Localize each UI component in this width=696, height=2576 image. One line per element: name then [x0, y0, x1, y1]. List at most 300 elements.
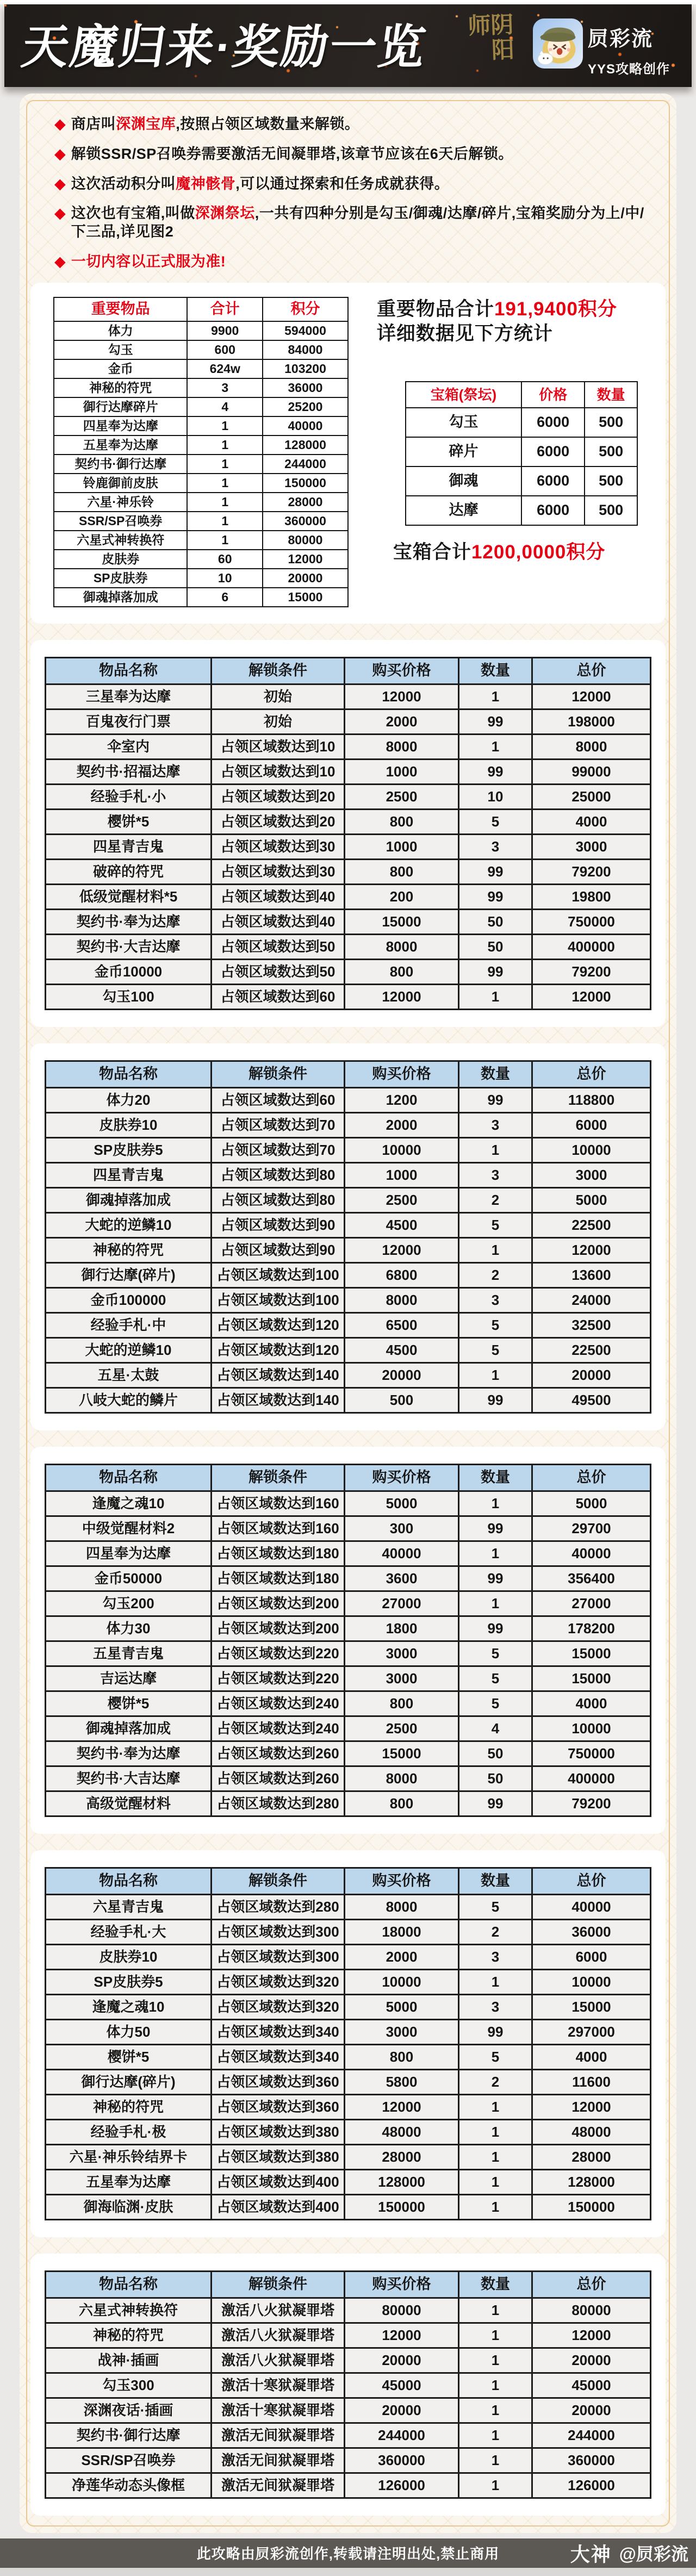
- shop-cell: 契约书·招福达摩: [46, 759, 212, 784]
- shop-cell: 占领区域数达到280: [212, 1791, 345, 1816]
- important-table-row: [54, 512, 348, 531]
- important-table-row: [54, 474, 348, 493]
- shop-cell: 五星·太鼓: [46, 1362, 212, 1387]
- shop-cell: 占领区域数达到40: [212, 909, 345, 934]
- shop-cell: 占领区域数达到400: [212, 2169, 345, 2194]
- important-table-row: [54, 359, 348, 378]
- shop-row: [46, 709, 651, 734]
- shop-cell: 50: [459, 934, 532, 959]
- shop-cell: 占领区域数达到340: [212, 2019, 345, 2044]
- shop-cell: 占领区域数达到340: [212, 2044, 345, 2069]
- shop-cell: 10000: [532, 1969, 651, 1994]
- shop-row: [46, 1237, 651, 1262]
- shop-row: [46, 2323, 651, 2348]
- important-table-cell: 20000: [263, 569, 348, 588]
- shop-cell: 3000: [532, 834, 651, 859]
- note-item: [54, 175, 645, 194]
- important-table-cell: 244000: [263, 455, 348, 474]
- shop-cell: 99: [459, 2019, 532, 2044]
- shop-cell: 占领区域数达到70: [212, 1137, 345, 1162]
- creator-subtitle: YYS攻略创作: [587, 62, 670, 77]
- shop-cell: 12000: [532, 2094, 651, 2119]
- shop-header-cell: 购买价格: [345, 1061, 459, 1087]
- shop-cell: 占领区域数达到30: [212, 834, 345, 859]
- shop-cell: 2: [459, 2069, 532, 2094]
- important-table-row: [54, 378, 348, 397]
- chest-total-value: 1200,0000积分: [471, 541, 606, 563]
- shop-cell: 800: [345, 959, 459, 984]
- footer-bar: [0, 2538, 696, 2568]
- shop-row: [46, 959, 651, 984]
- shop-row: [46, 2473, 651, 2498]
- shop-cell: 3000: [345, 1641, 459, 1666]
- important-table-cell: 6: [187, 588, 263, 607]
- important-table-cell: 36000: [263, 378, 348, 397]
- shop-cell: 勾玉300: [46, 2373, 212, 2398]
- chest-table-cell: 500: [585, 437, 637, 466]
- important-table-row: [54, 588, 348, 607]
- note-text: [71, 253, 226, 271]
- shop-row: [46, 1894, 651, 1919]
- shop-cell: 244000: [532, 2423, 651, 2448]
- shop-cell: 128000: [532, 2169, 651, 2194]
- shop-cell: 2: [459, 1919, 532, 1944]
- shop-cell: 3: [459, 834, 532, 859]
- shop-cell: 99: [459, 1791, 532, 1816]
- shop-cell: 五星青吉鬼: [46, 1641, 212, 1666]
- shop-cell: 占领区域数达到280: [212, 1894, 345, 1919]
- note-segment: ,一共有四种分别是勾玉/御魂/达摩/碎片,宝箱奖励分为上/中/下三品,详见图2: [71, 205, 644, 240]
- shop-cell: SSR/SP召唤券: [46, 2448, 212, 2473]
- shop-row: [46, 859, 651, 884]
- shop-cell: 御魂掉落加成: [46, 1716, 212, 1741]
- shop-cell: 2: [459, 1262, 532, 1287]
- shop-cell: 1: [459, 1362, 532, 1387]
- shop-header-cell: 数量: [459, 1464, 532, 1491]
- shop-cell: 99: [459, 1387, 532, 1413]
- shop-cell: 占领区域数达到70: [212, 1112, 345, 1137]
- shop-cell: 15000: [532, 1994, 651, 2019]
- shop-row: [46, 2044, 651, 2069]
- shop-cell: 400000: [532, 934, 651, 959]
- shop-cell: 四星青吉鬼: [46, 1162, 212, 1187]
- shop-row: [46, 1087, 651, 1112]
- important-table-cell: 594000: [263, 321, 348, 340]
- shop-row: [46, 1516, 651, 1541]
- important-table-row: [54, 435, 348, 455]
- shop-row: [46, 1741, 651, 1766]
- shop-cell: 1000: [345, 834, 459, 859]
- shop-cell: 32500: [532, 1312, 651, 1337]
- shop-row: [46, 1616, 651, 1641]
- shop-cell: 占领区域数达到160: [212, 1516, 345, 1541]
- shop-cell: 契约书·奉为达摩: [46, 909, 212, 934]
- shop-cell: 1200: [345, 1087, 459, 1112]
- important-table-row: [54, 569, 348, 588]
- shop-cell: 2500: [345, 1187, 459, 1212]
- creator-avatar: [533, 18, 583, 69]
- shop-row: [46, 934, 651, 959]
- shop-cell: 占领区域数达到180: [212, 1566, 345, 1591]
- shop-cell: 800: [345, 859, 459, 884]
- important-items-table: [53, 297, 349, 607]
- dashen-brand-logo: 大神: [570, 2543, 612, 2565]
- shop-cell: 占领区域数达到360: [212, 2069, 345, 2094]
- creator-name: 屃彩流: [587, 28, 653, 51]
- important-table-cell: 60: [187, 550, 263, 569]
- top-white-strip: [0, 0, 696, 4]
- shop-cell: 5: [459, 1666, 532, 1691]
- shop-cell: 297000: [532, 2019, 651, 2044]
- shop-cell: 12000: [345, 984, 459, 1009]
- note-segment: 一切内容以正式服为准!: [71, 253, 226, 270]
- chest-table-cell: 500: [585, 408, 637, 437]
- shop-cell: 1: [459, 1969, 532, 1994]
- yys-calligraphy-logo: 阴阳师: [464, 12, 514, 64]
- shop-cell: 激活无间狱凝罪塔: [212, 2423, 345, 2448]
- shop-cell: 占领区域数达到60: [212, 1087, 345, 1112]
- important-table-cell: 神秘的符咒: [54, 378, 187, 397]
- shop-cell: 24000: [532, 1287, 651, 1312]
- shop-cell: 占领区域数达到260: [212, 1766, 345, 1791]
- important-table-cell: 84000: [263, 340, 348, 359]
- shop-cell: 占领区域数达到20: [212, 809, 345, 834]
- shop-cell: 28000: [532, 2144, 651, 2169]
- shop-cell: 3: [459, 1287, 532, 1312]
- important-table-cell: 12000: [263, 550, 348, 569]
- important-table-cell: 1: [187, 416, 263, 435]
- shop-cell: 金币100000: [46, 1287, 212, 1312]
- shop-cell: 48000: [345, 2119, 459, 2144]
- shop-header-cell: 数量: [459, 2271, 532, 2298]
- shop-cell: 激活十寒狱凝罪塔: [212, 2398, 345, 2423]
- shop-cell: 逢魔之魂10: [46, 1491, 212, 1516]
- shop-header-cell: 数量: [459, 1061, 532, 1087]
- shop-cell: 占领区域数达到160: [212, 1491, 345, 1516]
- shop-cell: SP皮肤券5: [46, 1969, 212, 1994]
- shop-table-body: [46, 1087, 651, 1413]
- shop-cell: 大蛇的逆鳞10: [46, 1337, 212, 1362]
- important-table-row: [54, 340, 348, 359]
- shop-cell: 1: [459, 2398, 532, 2423]
- shop-header-row: [46, 1464, 651, 1491]
- shop-row: [46, 1766, 651, 1791]
- shop-cell: 99: [459, 859, 532, 884]
- shop-cell: 99: [459, 1566, 532, 1591]
- shop-row: [46, 1994, 651, 2019]
- shop-cell: 5: [459, 1894, 532, 1919]
- shop-cell: 激活十寒狱凝罪塔: [212, 2373, 345, 2398]
- chest-table: [405, 381, 638, 526]
- important-table-cell: 1: [187, 455, 263, 474]
- diamond-bullet-icon: ◆: [54, 116, 66, 132]
- important-table-cell: 9900: [187, 321, 263, 340]
- shop-cell: 99: [459, 1616, 532, 1641]
- important-table-row: [54, 416, 348, 435]
- content-panel: [20, 94, 676, 2533]
- shop-cell: 激活八火狱凝罪塔: [212, 2323, 345, 2348]
- note-segment: 深渊祭坛: [195, 205, 255, 222]
- important-table-cell: 150000: [263, 474, 348, 493]
- shop-row: [46, 2194, 651, 2219]
- title-banner: [4, 4, 692, 87]
- shop-table-head: [46, 1868, 651, 1894]
- shop-cell: 80000: [345, 2298, 459, 2323]
- shop-cell: 15000: [532, 1641, 651, 1666]
- chest-table-row: [406, 466, 637, 496]
- shop-header-cell: 物品名称: [46, 2271, 212, 2298]
- shop-row: [46, 1162, 651, 1187]
- shop-cell: 占领区域数达到10: [212, 759, 345, 784]
- shop-cell: 1: [459, 2423, 532, 2448]
- shop-row: [46, 834, 651, 859]
- note-segment: 商店叫: [71, 116, 116, 132]
- shop-table-head: [46, 2271, 651, 2298]
- diamond-bullet-icon: ◆: [54, 145, 66, 162]
- shop-table-body: [46, 2298, 651, 2498]
- summary-section: [30, 283, 666, 624]
- shop-row: [46, 1919, 651, 1944]
- note-text: [71, 145, 513, 164]
- shop-cell: 契约书·大吉达摩: [46, 1766, 212, 1791]
- shop-cell: 19800: [532, 884, 651, 909]
- shop-cell: 12000: [532, 984, 651, 1009]
- shop-cell: 5: [459, 1641, 532, 1666]
- shop-cell: 1: [459, 2169, 532, 2194]
- shop-cell: 2: [459, 1187, 532, 1212]
- shop-row: [46, 1112, 651, 1137]
- shop-row: [46, 1716, 651, 1741]
- shop-cell: 20000: [345, 1362, 459, 1387]
- shop-cell: SP皮肤券5: [46, 1137, 212, 1162]
- shop-cell: 1: [459, 684, 532, 709]
- shop-cell: 3000: [532, 1162, 651, 1187]
- shop-cell: 大蛇的逆鳞10: [46, 1212, 212, 1237]
- shop-cell: 神秘的符咒: [46, 1237, 212, 1262]
- chest-table-row: [406, 408, 637, 437]
- shop-header-row: [46, 657, 651, 684]
- shop-header-cell: 解锁条件: [212, 1464, 345, 1491]
- shop-cell: 5: [459, 1212, 532, 1237]
- chest-table-cell: 500: [585, 496, 637, 525]
- shop-cell: 11600: [532, 2069, 651, 2094]
- shop-cell: 占领区域数达到120: [212, 1337, 345, 1362]
- shop-row: [46, 1337, 651, 1362]
- shop-header-cell: 购买价格: [345, 1868, 459, 1894]
- shop-cell: 40000: [532, 1894, 651, 1919]
- shop-cell: 800: [345, 1791, 459, 1816]
- important-table-cell: 金币: [54, 359, 187, 378]
- shop-cell: 1: [459, 2119, 532, 2144]
- shop-cell: 占领区域数达到50: [212, 959, 345, 984]
- shop-row: [46, 2019, 651, 2044]
- shop-cell: 118800: [532, 1087, 651, 1112]
- shop-row: [46, 1137, 651, 1162]
- shop-row: [46, 1312, 651, 1337]
- shop-cell: 深渊夜话·插画: [46, 2398, 212, 2423]
- shop-cell: 12000: [345, 1237, 459, 1262]
- shop-header-cell: 解锁条件: [212, 2271, 345, 2298]
- important-table-row: [54, 493, 348, 512]
- shop-cell: 800: [345, 1691, 459, 1716]
- shop-cell: 占领区域数达到380: [212, 2144, 345, 2169]
- shop-cell: 750000: [532, 1741, 651, 1766]
- shop-cell: 三星奉为达摩: [46, 684, 212, 709]
- shop-cell: 4000: [532, 809, 651, 834]
- shop-cell: 12000: [532, 2323, 651, 2348]
- shop-cell: 八岐大蛇的鳞片: [46, 1387, 212, 1413]
- shop-cell: 50: [459, 1766, 532, 1791]
- shop-cell: 5: [459, 2044, 532, 2069]
- shop-row: [46, 1262, 651, 1287]
- shop-cell: 126000: [532, 2473, 651, 2498]
- summary-column: [377, 297, 666, 607]
- shop-cell: 79200: [532, 1791, 651, 1816]
- shop-cell: 20000: [532, 1362, 651, 1387]
- shop-cell: 2000: [345, 1944, 459, 1969]
- shop-cell: 1: [459, 2094, 532, 2119]
- shop-cell: 15000: [345, 1741, 459, 1766]
- shop-header-cell: 物品名称: [46, 1868, 212, 1894]
- shop-row: [46, 2348, 651, 2373]
- shop-row: [46, 2373, 651, 2398]
- shop-header-cell: 物品名称: [46, 1061, 212, 1087]
- notes-list: [54, 115, 645, 271]
- note-segment: 这次也有宝箱,叫做: [71, 205, 195, 222]
- important-table-cell: 御行达摩碎片: [54, 397, 187, 416]
- shop-cell: 99: [459, 959, 532, 984]
- shop-cell: 5: [459, 1337, 532, 1362]
- important-table-row: [54, 455, 348, 474]
- shop-table-body: [46, 1491, 651, 1816]
- shop-row: [46, 1187, 651, 1212]
- shop-cell: 2000: [345, 709, 459, 734]
- shop-cell: 49500: [532, 1387, 651, 1413]
- shop-cell: 2000: [345, 1112, 459, 1137]
- shop-cell: 10000: [345, 1969, 459, 1994]
- shop-cell: 5000: [532, 1187, 651, 1212]
- shop-cell: 占领区域数达到320: [212, 1994, 345, 2019]
- shop-header-cell: 数量: [459, 657, 532, 684]
- shop-cell: 四星奉为达摩: [46, 1541, 212, 1566]
- shop-row: [46, 809, 651, 834]
- shop-header-cell: 总价: [532, 657, 651, 684]
- shop-header-cell: 物品名称: [46, 1464, 212, 1491]
- shop-cell: 22500: [532, 1212, 651, 1237]
- important-total-value: 191,9400积分: [494, 298, 617, 320]
- note-segment: ,可以通过探索和任务成就获得。: [235, 175, 450, 192]
- shop-row: [46, 1566, 651, 1591]
- shop-cell: 1: [459, 2348, 532, 2373]
- shop-cell: 128000: [345, 2169, 459, 2194]
- shop-header-cell: 购买价格: [345, 657, 459, 684]
- diamond-bullet-icon: ◆: [54, 253, 66, 270]
- shop-cell: 2500: [345, 784, 459, 809]
- important-table-header-cell: 重要物品: [54, 297, 187, 321]
- shop-row: [46, 1944, 651, 1969]
- shop-cell: 10000: [345, 1137, 459, 1162]
- shop-row: [46, 2448, 651, 2473]
- shop-cell: 10000: [532, 1716, 651, 1741]
- shop-cell: 皮肤券10: [46, 1112, 212, 1137]
- shop-table-head: [46, 657, 651, 684]
- shop-header-cell: 解锁条件: [212, 1868, 345, 1894]
- shop-cell: 800: [345, 809, 459, 834]
- shop-cell: 8000: [345, 1894, 459, 1919]
- shop-cell: 1800: [345, 1616, 459, 1641]
- shop-cell: 3000: [345, 1666, 459, 1691]
- shop-cell: 破碎的符咒: [46, 859, 212, 884]
- shop-row: [46, 2069, 651, 2094]
- important-table-cell: 10: [187, 569, 263, 588]
- shop-cell: 六星式神转换符: [46, 2298, 212, 2323]
- shop-cell: 占领区域数达到60: [212, 984, 345, 1009]
- shop-cell: 5800: [345, 2069, 459, 2094]
- shop-row: [46, 734, 651, 759]
- shop-row: [46, 909, 651, 934]
- shop-row: [46, 1969, 651, 1994]
- shop-cell: 御行达摩(碎片): [46, 1262, 212, 1287]
- shop-cell: 樱饼*5: [46, 1691, 212, 1716]
- shop-cell: 5: [459, 1691, 532, 1716]
- shop-cell: 80000: [532, 2298, 651, 2323]
- important-table-cell: 体力: [54, 321, 187, 340]
- footer-notice: 此攻略由屃彩流创作,转载请注明出处,禁止商用: [196, 2546, 500, 2562]
- important-table-cell: 360000: [263, 512, 348, 531]
- shop-cell: 356400: [532, 1566, 651, 1591]
- shop-cell: 40000: [532, 1541, 651, 1566]
- shop-cell: 1: [459, 1591, 532, 1616]
- shop-cell: 198000: [532, 709, 651, 734]
- important-table-row: [54, 550, 348, 569]
- shop-cell: 200: [345, 884, 459, 909]
- shop-cell: 6500: [345, 1312, 459, 1337]
- shop-header-cell: 数量: [459, 1868, 532, 1894]
- important-table-row: [54, 321, 348, 340]
- shop-cell: 99: [459, 759, 532, 784]
- page-title: 天魔归来·奖励一览: [18, 21, 431, 74]
- shop-cell: 25000: [532, 784, 651, 809]
- shop-cell: 占领区域数达到180: [212, 1541, 345, 1566]
- shop-cell: 经验手札·极: [46, 2119, 212, 2144]
- shop-cell: 12000: [345, 2323, 459, 2348]
- shop-cell: 占领区域数达到400: [212, 2194, 345, 2219]
- shop-cell: 占领区域数达到120: [212, 1312, 345, 1337]
- shop-cell: 750000: [532, 909, 651, 934]
- shop-cell: 8000: [345, 1766, 459, 1791]
- shop-cell: 激活无间狱凝罪塔: [212, 2473, 345, 2498]
- shop-cell: 126000: [345, 2473, 459, 2498]
- shop-cell: 契约书·御行达摩: [46, 2423, 212, 2448]
- shop-table-1: [45, 657, 651, 1010]
- important-table-cell: 皮肤券: [54, 550, 187, 569]
- shop-header-cell: 总价: [532, 1464, 651, 1491]
- shop-cell: 1: [459, 734, 532, 759]
- chest-table-header-cell: 数量: [585, 382, 637, 408]
- shop-cell: 5: [459, 809, 532, 834]
- note-segment: 深渊宝库: [116, 116, 176, 132]
- shop-cell: 战神·插画: [46, 2348, 212, 2373]
- shop-row: [46, 2423, 651, 2448]
- important-table-cell: 25200: [263, 397, 348, 416]
- shop-cell: 5000: [345, 1491, 459, 1516]
- shop-cell: 4500: [345, 1212, 459, 1237]
- important-table-cell: 128000: [263, 435, 348, 455]
- shop-section-2: [30, 1043, 666, 1430]
- shop-table-5: [45, 2270, 651, 2499]
- shop-cell: 占领区域数达到20: [212, 784, 345, 809]
- note-text: [71, 115, 360, 134]
